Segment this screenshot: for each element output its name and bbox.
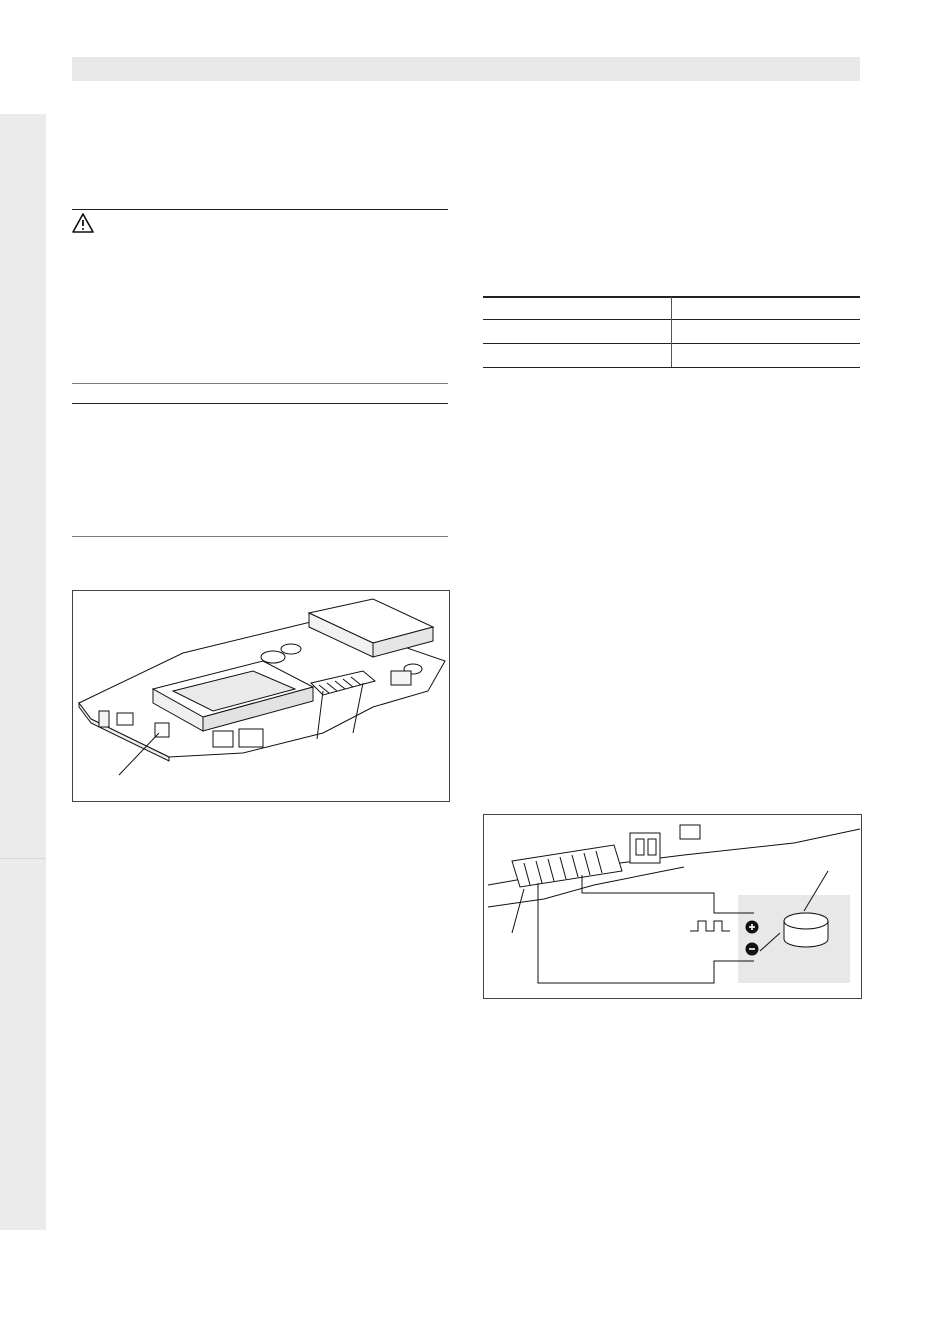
figure-circuit-board: [72, 590, 450, 802]
table-bottom-rule: [483, 367, 860, 368]
note-top-rule: [72, 403, 448, 404]
wiring-diagram-drawing: [484, 815, 861, 998]
note-bottom-rule: [72, 536, 448, 537]
figure-pulse-sensor-wiring: [483, 814, 862, 999]
side-tab-strip: [0, 114, 46, 1230]
page-header-bar: [72, 57, 860, 81]
warning-triangle-icon: [72, 213, 94, 233]
circuit-board-drawing: [73, 591, 449, 801]
side-tab-divider: [0, 858, 46, 859]
table-column-divider: [671, 297, 672, 367]
warning-bottom-rule: [72, 383, 448, 384]
warning-top-rule: [72, 209, 448, 210]
